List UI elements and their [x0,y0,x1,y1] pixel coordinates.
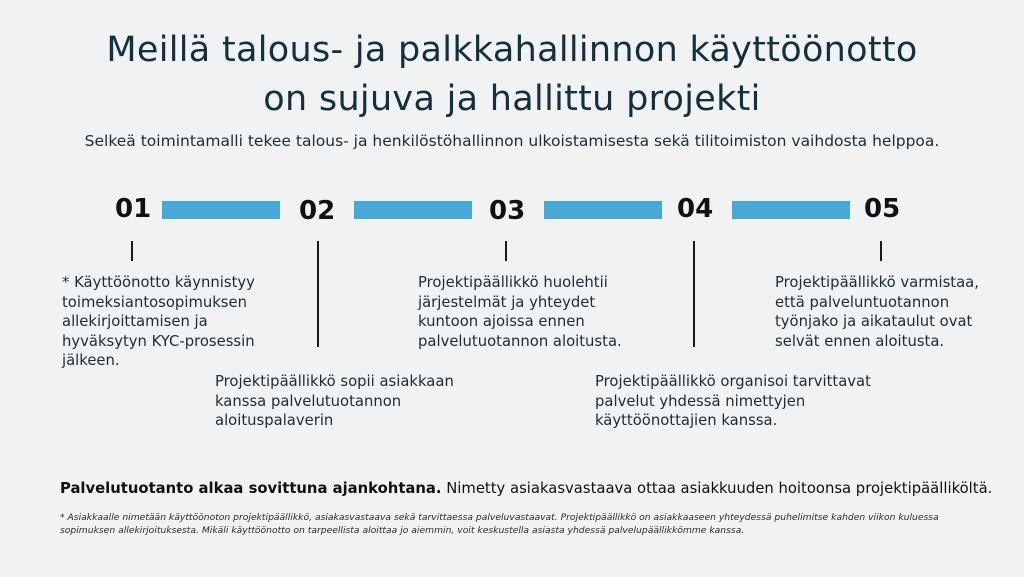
timeline-marker-02 [317,241,319,347]
footer-statement-rest: Nimetty asiakasvastaava ottaa asiakkuuden hoitoonsa projektipäälliköltä. [441,480,993,497]
step-number-03: 03 [489,196,526,226]
step-description-02: Projektipäällikkö sopii asiakkaan kanssa palvelutuotannon aloituspalaverin [215,373,454,429]
footer-statement [60,480,992,497]
timeline-marker-03 [505,241,507,261]
step-number-02: 02 [299,196,336,226]
timeline-connector-1 [162,201,280,219]
timeline-marker-05 [880,241,882,261]
step-number-01: 01 [115,194,152,224]
timeline-marker-01 [131,241,133,261]
timeline-connector-3 [544,201,662,219]
page-title [0,26,1024,124]
step-description-05: Projektipäällikkö varmistaa, että palveluntuotannon työnjako ja aikataulut ovat selvät ennen aloitusta. [775,274,979,350]
page-subtitle: Selkeä toimintamalli tekee talous- ja henkilöstöhallinnon ulkoistamisesta sekä tilitoimiston vaihdosta helppoa. [84,132,940,150]
step-description-04: Projektipäällikkö organisoi tarvittavat palvelut yhdessä nimettyjen käyttöönottajien kanssa. [595,373,871,429]
footnote: * Asiakkaalle nimetään käyttöönoton projektipäällikkö, asiakasvastaava sekä tarvittaessa palveluvastaavat. Projektipäällikkö on asiakkaaseen yhteydessä puhelimitse kahden viikon kuluessa sopimuksen allekirjoituksesta. Mikäli käyttöönotto on tarpeellista aloittaa jo aiemmin, voit keskustella asiasta yhdessä palvelupäällikkömme kanssa. [60,512,939,536]
timeline-marker-04 [693,241,695,347]
page-title-line-1: Meillä talous- ja palkkahallinnon käyttöönotto [106,30,918,70]
timeline-connector-2 [354,201,472,219]
timeline-connector-4 [732,201,850,219]
step-number-05: 05 [864,194,901,224]
step-description-03: Projektipäällikkö huolehtii järjestelmät ja yhteydet kuntoon ajoissa ennen palvelutuotannon aloitusta. [418,274,622,350]
footer-statement-bold: Palvelutuotanto alkaa sovittuna ajankohtana. [60,480,442,497]
step-number-04: 04 [677,194,714,224]
page-title-line-2: on sujuva ja hallittu projekti [263,79,761,119]
step-description-01: * Käyttöönotto käynnistyy toimeksiantosopimuksen allekirjoittamisen ja hyväksytyn KYC-prosessin jälkeen. [62,274,255,369]
